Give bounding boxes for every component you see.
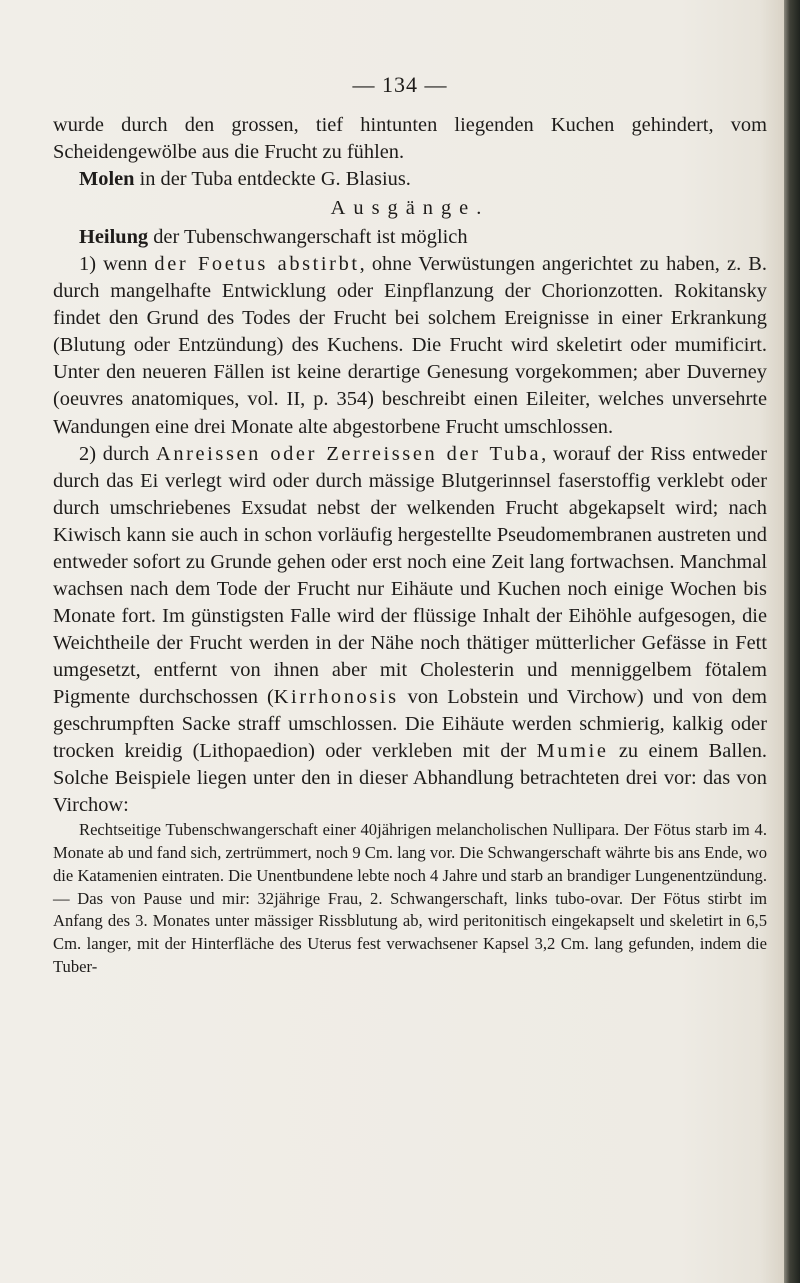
book-binding-edge xyxy=(784,0,800,1283)
molen-term: Molen xyxy=(79,168,135,191)
p1-start: 1) wenn xyxy=(79,253,155,276)
intro-paragraph xyxy=(53,112,767,166)
p2-mumie: Mumie xyxy=(536,740,609,763)
p2-rest-2: von Lobstein und Virchow) und von dem geschrumpften Sacke straff umschlossen. Die Eihäute werden schmierig, kalkig oder trocken kreidig (Lithopaedion) oder verkleben mit der xyxy=(53,685,767,763)
molen-rest: in der Tuba entdeckte G. Blasius. xyxy=(134,168,411,191)
p2-rest-3: zu einem Ballen. Solche Beispiele liegen unter den in dieser Abhandlung betrachteten drei vor: das von Virchow: xyxy=(53,740,768,817)
p2-spaced: Anreissen oder Zerreissen der Tuba xyxy=(156,442,542,465)
molen-line xyxy=(53,166,767,193)
intro-line-2: vom Scheidengewölbe aus die Frucht zu fühlen. xyxy=(53,114,767,164)
heilung-rest: der Tubenschwangerschaft ist möglich xyxy=(148,226,468,249)
case-report: Rechtseitige Tubenschwangerschaft einer 40jährigen melancholischen Nullipara. Der Fötus starb im 4. Monate ab und fand sich, zertrümmert, noch 9 Cm. lang vor. Die Schwangerschaft währte bis ans Ende, wo die Katamenien eintraten. Die Unentbundene lebte noch 4 Jahre und starb an brandiger Lungenentzündung. — Das von Pause und mir: 32jährige Frau, 2. Schwangerschaft, links tubo-ovar. Der Fötus stirbt im Anfang des 3. Monates unter mässiger Rissblutung ab, wird peritonitisch eingekapselt und skeletirt in 6,5 Cm. langer, mit der Hinterfläche des Uterus fest verwachsener Kapsel 3,2 Cm. lang gefunden, indem die Tuber- xyxy=(53,820,767,976)
p1-spaced: der Foetus abstirbt xyxy=(154,253,360,276)
p1-rest: , ohne Verwüstungen angerichtet zu haben, z. B. durch mangelhafte Entwicklung oder Einpflanzung der Chorionzotten. Rokitansky findet den Grund des Todes der Frucht bei solchem Ereignisse in einer Erkrankung (Blutung oder Entzündung) des Kuchens. Die Frucht wird skeletirt oder mumificirt. Unter den neueren Fällen ist keine derartige Genesung vorgekommen; aber Duverney (oeuvres anatomiques, vol. II, p. 354) beschreibt einen Eileiter, welches unversehrte Wandungen eine drei Monate alte abgestorbene Frucht umschlossen. xyxy=(53,253,767,438)
p2-start: 2) durch xyxy=(79,442,156,465)
paragraph-2 xyxy=(53,441,767,820)
heilung-line xyxy=(53,224,767,251)
heilung-term: Heilung xyxy=(79,226,149,249)
paragraph-1 xyxy=(53,251,767,440)
p2-rest-1: , worauf der Riss entweder durch das Ei verlegt wird oder durch mässige Blutgerinnsel faserstoffig verklebt oder durch umschriebenes Exsudat nebst der welkenden Frucht abgekapselt wird; nach Kiwisch kann sie auch in schon vorläufig hergestellte Pseudomembranen austreten und entweder sofort zu Grunde gehen oder erst noch eine Zeit lang fortwachsen. Manchmal wachsen nach dem Tode der Frucht nur Eihäute und Kuchen noch einige Wochen bis Monate fort. Im günstigsten Falle wird der flüssige Inhalt der Eihöhle aufgesogen, die Weichtheile der Frucht werden in der Nähe noch thätiger mütterlicher Gefässe in Fett umgesetzt, entfernt von ihnen aber mit Cholesterin und menniggelbem fötalem Pigmente durchschossen ( xyxy=(53,442,767,708)
intro-line-1: wurde durch den grossen, tief hintunten liegenden Kuchen gehindert, xyxy=(53,114,714,136)
p2-kirrhonosis: Kirrhonosis xyxy=(273,685,399,708)
main-text xyxy=(53,112,767,979)
section-heading: Ausgänge. xyxy=(330,197,490,220)
page-number: — 134 — xyxy=(352,72,448,97)
